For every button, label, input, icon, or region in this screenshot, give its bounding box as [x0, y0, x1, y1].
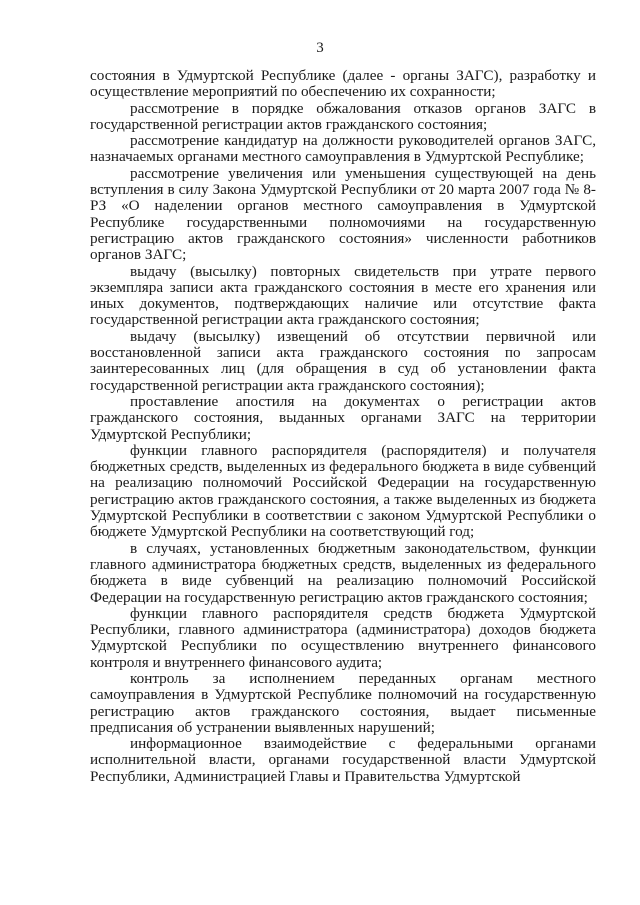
paragraph: информационное взаимодействие с федеральными органами исполнительной власти, органами государственной власти Удмуртской Республики, Администрацией Главы и Правительства Удмуртской: [90, 735, 596, 785]
paragraph: контроль за исполнением переданных органам местного самоуправления в Удмуртской Республике полномочий на государственную регистрацию актов гражданского состояния, выдает письменные предписания об устранении выявленных нарушений;: [90, 669, 596, 736]
paragraph: рассмотрение в порядке обжалования отказов органов ЗАГС в государственной регистрации актов гражданского состояния;: [90, 99, 596, 133]
page-number: 3: [316, 40, 324, 56]
paragraph: функции главного распорядителя (распорядителя) и получателя бюджетных средств, выделенных из федерального бюджета в виде субвенций на реализацию полномочий Российской Федерации на государственную регистрацию актов гражданского состояния, а также выделенных из бюджета Удмуртской Республики в соответствии с законом Удмуртской Республики о бюджете Удмуртской Республики на соответствующий год;: [90, 441, 596, 541]
paragraph: выдачу (высылку) извещений об отсутствии первичной или восстановленной записи акта гражданского состояния по запросам заинтересованных лиц (для обращения в суд об установлении факта государственной регистрации акта гражданского состояния);: [90, 327, 596, 394]
paragraph: состояния в Удмуртской Республике (далее - органы ЗАГС), разработку и осуществление мероприятий по обеспечению их сохранности;: [90, 67, 596, 101]
paragraph: выдачу (высылку) повторных свидетельств при утрате первого экземпляра записи акта гражданского состояния в месте его хранения или иных документов, подтверждающих наличие или отсутствие факта государственной регистрации акта гражданского состояния;: [90, 262, 596, 329]
paragraph: функции главного распорядителя средств бюджета Удмуртской Республики, главного администратора (администратора) доходов бюджета Удмуртской Республики по осуществлению внутреннего финансового контроля и внутреннего финансового аудита;: [90, 604, 596, 671]
paragraph: рассмотрение увеличения или уменьшения существующей на день вступления в силу Закона Удмуртской Республики от 20 марта 2007 года № 8-РЗ «О наделении органов местного самоуправления в Удмуртской Республике государственными полномочиями на государственную регистрацию актов гражданского состояния» численности работников органов ЗАГС;: [90, 164, 596, 264]
document-body: [90, 68, 596, 785]
paragraph: рассмотрение кандидатур на должности руководителей органов ЗАГС, назначаемых органами местного самоуправления в Удмуртской Республике;: [90, 132, 596, 166]
paragraph: проставление апостиля на документах о регистрации актов гражданского состояния, выданных органами ЗАГС на территории Удмуртской Республики;: [90, 392, 596, 443]
paragraph: в случаях, установленных бюджетным законодательством, функции главного администратора бюджетных средств, выделенных из федерального бюджета в виде субвенций на реализацию полномочий Российской Федерации на государственную регистрацию актов гражданского состояния;: [90, 539, 596, 606]
